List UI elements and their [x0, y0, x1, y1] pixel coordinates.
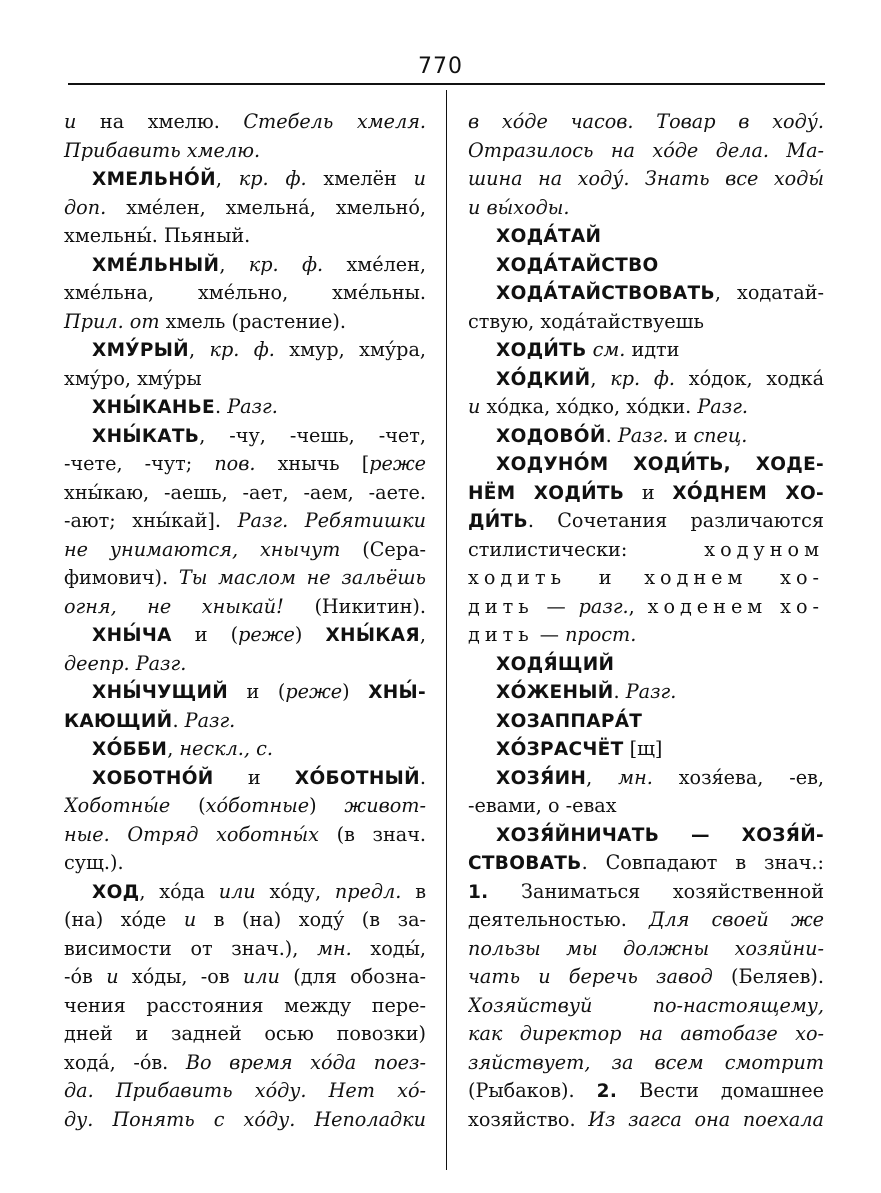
text-segment: идти: [625, 338, 680, 361]
headword: ДИ́ТЬ: [468, 511, 528, 532]
text-segment: мн.: [618, 765, 653, 789]
text-segment: фимович).: [64, 566, 179, 589]
text-segment: прост.: [565, 623, 637, 646]
text-segment: . Сочетания различаются: [527, 509, 824, 532]
text-line: [64, 906, 426, 935]
text-segment: мн.: [317, 936, 352, 960]
text-segment: спец.: [693, 423, 748, 447]
text-line: [468, 650, 824, 679]
text-line: [64, 222, 426, 251]
text-segment: и: [624, 480, 673, 504]
text-segment: ,: [419, 623, 426, 646]
text-line: [64, 536, 426, 565]
text-segment: деятельностью.: [468, 908, 649, 931]
text-line: [468, 878, 824, 907]
text-line: [468, 393, 824, 422]
text-segment: кр. ф.: [238, 167, 307, 190]
text-segment: шина на ходу́. Знать все ходы́: [468, 167, 824, 190]
text-segment: Хозяйствуй по-настоящему,: [468, 993, 824, 1017]
text-segment: и: [106, 965, 119, 988]
text-line: [64, 1106, 426, 1135]
headword: ХО́ББИ: [92, 739, 168, 760]
text-line: [468, 849, 824, 878]
text-segment: (Рыбаков).: [468, 1079, 597, 1102]
text-segment: огня, не хныкай!: [64, 594, 284, 618]
text-line: [64, 279, 426, 308]
text-segment: хо́док, ходка́: [675, 366, 824, 390]
text-line: [64, 593, 426, 622]
text-line: [64, 935, 426, 964]
text-segment: ходнем: [644, 566, 748, 589]
text-line: [64, 849, 426, 878]
text-line: [468, 507, 824, 536]
text-segment: кр. ф.: [610, 366, 675, 390]
text-segment: разг.: [578, 594, 629, 618]
text-line: [64, 308, 426, 337]
text-segment: кр. ф.: [209, 338, 275, 361]
text-segment: [щ]: [623, 737, 663, 760]
text-segment: и (: [228, 680, 286, 703]
text-segment: ): [294, 623, 326, 646]
text-segment: (Беляев).: [712, 965, 824, 988]
text-segment: дней и задней осью повозки): [64, 1022, 426, 1045]
text-line: [64, 137, 426, 166]
text-segment: и: [468, 395, 481, 418]
text-line: [64, 108, 426, 137]
text-line: [468, 165, 824, 194]
text-segment: хме́лен, хмельна́, хмельно́,: [106, 195, 426, 219]
text-segment: Разг.: [697, 395, 748, 418]
headword: ХОДИ́ТЬ: [496, 340, 587, 361]
text-segment: или: [242, 965, 280, 988]
headword: ХНЫ́-: [368, 682, 426, 703]
text-segment: , ходатай-: [714, 281, 824, 304]
headword: ХНЫ́ЧУЩИЙ: [92, 682, 229, 703]
text-segment: хме́льна, хме́льно, хме́льны.: [64, 281, 426, 304]
text-segment: хо́ду,: [255, 879, 335, 903]
text-segment: (в знач.: [318, 822, 426, 846]
text-line: [64, 393, 426, 422]
text-segment: хмур, хму́ра,: [274, 338, 426, 361]
text-line: [64, 365, 426, 394]
text-line: [64, 764, 426, 793]
text-segment: —: [533, 623, 566, 646]
text-line: [468, 963, 824, 992]
text-segment: .: [172, 708, 185, 732]
text-segment: хо́ды, -ов: [118, 965, 243, 988]
text-segment: ,: [167, 737, 180, 760]
headword: ХОЗЯ́ЙНИЧАТЬ — ХОЗЯ́Й-: [496, 824, 824, 846]
text-segment: зяйствует, за всем смотрит: [468, 1050, 824, 1074]
text-segment: живот-: [344, 794, 426, 817]
text-segment: хнычь [: [255, 452, 370, 475]
text-segment: Отразилось на хо́де дела. Ма-: [468, 138, 824, 162]
headword: ХНЫ́КАНЬЕ: [92, 397, 215, 418]
text-segment: Разг.: [184, 708, 236, 732]
text-line: [468, 450, 824, 479]
text-line: [468, 194, 824, 223]
headword: ХО́БОТНЫЙ: [294, 767, 420, 789]
text-segment: [747, 566, 780, 589]
text-line: [468, 906, 824, 935]
text-segment: ): [309, 794, 345, 817]
headword: ХОДЯ́ЩИЙ: [496, 653, 615, 675]
header-rule: [68, 83, 825, 85]
text-segment: (Никитин).: [283, 594, 426, 618]
headword: НЁМ ХОДИ́ТЬ: [468, 482, 625, 504]
text-line: [64, 194, 426, 223]
headword: ХОДОВО́Й: [496, 425, 606, 447]
text-line: [64, 992, 426, 1021]
text-segment: как директор на автобазе хо-: [468, 1022, 824, 1045]
text-line: [468, 1049, 824, 1078]
text-segment: хо́дка, хо́дко, хо́дки.: [480, 395, 698, 418]
text-line: [468, 1020, 824, 1049]
text-segment: ,: [219, 252, 249, 276]
text-segment: и: [213, 765, 295, 789]
text-segment: предл.: [334, 879, 402, 903]
text-segment: хо-: [780, 566, 824, 589]
text-segment: ходенем: [647, 594, 768, 618]
text-line: [468, 308, 824, 337]
text-segment: Вести домашнее: [617, 1079, 824, 1102]
text-line: [64, 450, 426, 479]
text-segment: хо-: [780, 594, 824, 618]
text-line: [64, 707, 426, 736]
text-segment: реже: [238, 623, 295, 646]
text-segment: да. Прибавить хо́ду. Нет хо́-: [64, 1079, 426, 1102]
text-segment: хмельны́. Пьяный.: [64, 224, 251, 247]
text-segment: Из загса она поехала: [588, 1107, 824, 1131]
text-segment: дить: [468, 623, 534, 646]
text-line: [64, 792, 426, 821]
text-segment: ): [342, 680, 369, 703]
text-segment: нескл., с.: [179, 737, 273, 760]
text-segment: деепр. Разг.: [64, 651, 187, 675]
text-segment: хо́ботные: [205, 794, 310, 817]
text-segment: и: [413, 167, 426, 190]
text-segment: -ают; хны́кай].: [64, 509, 238, 532]
text-segment: и: [566, 566, 645, 589]
text-segment: Стебель хмеля.: [243, 110, 426, 133]
text-line: [64, 678, 426, 707]
text-line: [64, 336, 426, 365]
text-line: [468, 336, 824, 365]
left-column: [64, 108, 426, 1134]
text-segment: хода́, -о́в.: [64, 1050, 186, 1074]
text-segment: ,: [590, 366, 611, 390]
headword: ХО́ДКИЙ: [496, 368, 591, 390]
text-line: [468, 251, 824, 280]
text-segment: хны́каю, -аешь, -ает, -аем, -аете.: [64, 480, 426, 504]
text-line: [468, 992, 824, 1021]
text-line: [468, 1077, 824, 1106]
text-line: [468, 222, 824, 251]
text-line: [64, 1049, 426, 1078]
text-segment: ,: [188, 338, 210, 361]
text-line: [468, 365, 824, 394]
text-segment: пользы мы должны хозяйни-: [468, 936, 824, 960]
text-line: [64, 564, 426, 593]
headword: ХМЕ́ЛЬНЫЙ: [92, 254, 220, 276]
text-segment: чать и беречь завод: [468, 965, 713, 988]
text-segment: Прибавить хмелю.: [64, 138, 261, 162]
text-segment: Хоботны́е: [64, 794, 171, 817]
headword: ХОДА́ТАЙСТВО: [496, 254, 659, 276]
text-line: [468, 137, 824, 166]
headword: ХО́ЗРАСЧЁТ: [496, 739, 624, 760]
headword: СТВОВАТЬ: [468, 853, 582, 874]
text-segment: на хмелю.: [76, 110, 244, 133]
text-segment: в (на) ходу́ (в за-: [196, 908, 426, 931]
text-segment: (на) хо́де: [64, 908, 184, 931]
text-segment: и вы́ходы.: [468, 195, 570, 219]
text-line: [468, 707, 824, 736]
headword: ХОЗЯ́ИН: [496, 767, 587, 789]
headword: ХОБОТНО́Й: [92, 767, 214, 789]
text-segment: в хо́де часов. Товар в ходу́.: [468, 110, 824, 133]
text-segment: -чете, -чут;: [64, 452, 215, 475]
headword: ХОДА́ТАЙСТВОВАТЬ: [496, 283, 715, 304]
text-segment: -о́в: [64, 965, 107, 988]
headword: ХНЫ́КАТЬ: [92, 425, 200, 447]
text-segment: Разг. Ребятишки: [237, 509, 426, 532]
text-segment: пов.: [214, 452, 256, 475]
text-line: [468, 935, 824, 964]
text-line: [64, 1077, 426, 1106]
text-segment: дить: [468, 594, 534, 618]
page-number: 770: [418, 54, 463, 79]
text-segment: и: [668, 423, 694, 447]
text-segment: .: [613, 680, 626, 703]
text-segment: -евами, о -евах: [468, 794, 617, 817]
text-line: [468, 279, 824, 308]
headword: ХНЫ́ЧА: [92, 625, 172, 646]
text-segment: висимости от знач.),: [64, 936, 318, 960]
text-line: [64, 165, 426, 194]
text-segment: Разг.: [625, 680, 677, 703]
headword: ХМУ́РЫЙ: [92, 340, 189, 361]
text-segment: Разг.: [227, 395, 278, 418]
text-segment: кр. ф.: [248, 252, 324, 276]
text-line: [64, 963, 426, 992]
headword: ХМЕЛЬНО́Й: [92, 169, 216, 190]
text-line: [64, 251, 426, 280]
text-line: [64, 650, 426, 679]
text-segment: хмелён: [306, 167, 414, 190]
text-segment: ду. Понять с хо́ду. Неполадки: [64, 1107, 426, 1131]
text-line: [64, 878, 426, 907]
text-segment: в: [401, 879, 426, 903]
headword: ХОДА́ТАЙ: [496, 226, 602, 247]
text-segment: Заниматься хозяйственной: [488, 879, 824, 903]
text-segment: Прил. от: [64, 309, 160, 333]
text-line: [468, 593, 824, 622]
text-line: [64, 735, 426, 764]
text-segment: хозя́ева, -ев,: [678, 765, 824, 789]
column-divider: [446, 90, 447, 1170]
headword: КАЮЩИЙ: [64, 710, 173, 732]
text-segment: ,: [586, 765, 619, 789]
text-segment: ,: [215, 167, 239, 190]
text-segment: см.: [592, 338, 626, 361]
text-segment: и (: [171, 623, 239, 646]
text-line: [468, 422, 824, 451]
text-segment: реже: [285, 680, 343, 703]
text-segment: (: [170, 794, 206, 817]
text-segment: . Совпадают в знач.:: [581, 851, 824, 874]
text-line: [64, 621, 426, 650]
headword: ХОЗАППАРА́Т: [496, 710, 643, 732]
text-line: [64, 479, 426, 508]
text-segment: ствую, хода́тайствуешь: [468, 309, 704, 333]
text-line: [468, 108, 824, 137]
headword: ХО́ЖЕНЫЙ: [496, 682, 614, 703]
text-line: [64, 821, 426, 850]
text-segment: доп.: [64, 195, 107, 219]
text-segment: .: [419, 765, 426, 789]
headword: ХНЫ́КАЯ: [325, 625, 420, 646]
text-line: [468, 536, 824, 565]
text-line: [468, 678, 824, 707]
text-segment: Ты маслом не зальёшь: [178, 566, 426, 589]
headword: 2.: [596, 1081, 618, 1102]
text-segment: стилистически:: [468, 537, 705, 561]
text-segment: хме́лен,: [323, 252, 426, 276]
headword: 1.: [468, 881, 489, 903]
text-segment: чения расстояния между пере-: [64, 993, 426, 1017]
headword: ХОДУНО́М ХОДИ́ТЬ, ХОДЕ-: [496, 454, 824, 475]
text-line: [468, 821, 824, 850]
text-segment: .: [214, 395, 228, 418]
text-segment: (для обозна-: [279, 965, 426, 988]
text-line: [468, 764, 824, 793]
text-segment: хму́ро, хму́ры: [64, 366, 202, 390]
text-segment: , -чу, -чешь, -чет,: [199, 423, 426, 447]
text-segment: ходуном: [704, 537, 824, 561]
text-segment: и: [64, 110, 77, 133]
text-segment: —: [533, 594, 579, 618]
text-segment: и: [183, 908, 197, 931]
text-segment: хмель (растение).: [159, 309, 346, 333]
text-line: [468, 735, 824, 764]
text-segment: ходы́,: [351, 936, 426, 960]
text-segment: хозяйство.: [468, 1107, 589, 1131]
text-segment: .: [605, 423, 618, 447]
text-segment: сущ.).: [64, 851, 124, 874]
right-column: [468, 108, 824, 1134]
text-line: [468, 564, 824, 593]
text-segment: ные. Отряд хоботны́х: [64, 822, 319, 846]
text-line: [64, 1020, 426, 1049]
text-segment: ходить: [468, 566, 567, 589]
text-segment: Разг.: [617, 423, 669, 447]
text-segment: не унимаются, хнычут: [64, 537, 341, 561]
text-segment: ,: [628, 594, 648, 618]
headword: ХО́ДНЕМ ХО-: [672, 482, 824, 504]
text-segment: Для своей же: [648, 908, 824, 931]
text-line: [64, 422, 426, 451]
text-segment: , хо́да: [139, 879, 219, 903]
text-segment: Во время хо́да поез-: [185, 1050, 426, 1074]
text-segment: [767, 595, 780, 618]
text-line: [468, 621, 824, 650]
text-line: [468, 792, 824, 821]
headword: ХОД: [92, 881, 140, 903]
text-segment: (Сера-: [340, 537, 426, 561]
text-line: [64, 507, 426, 536]
text-segment: реже: [369, 452, 426, 475]
text-segment: или: [218, 879, 256, 903]
text-line: [468, 479, 824, 508]
text-line: [468, 1106, 824, 1135]
